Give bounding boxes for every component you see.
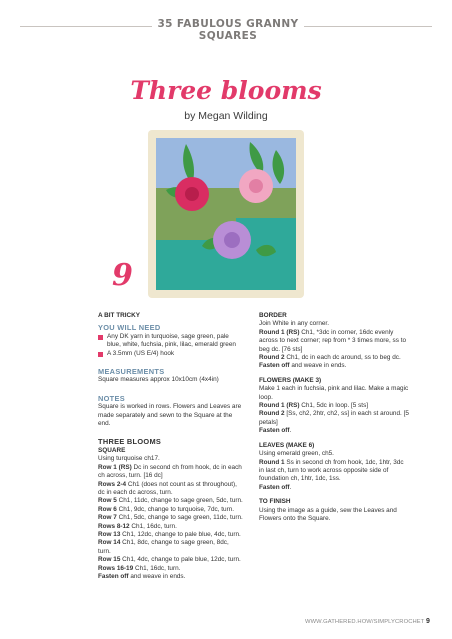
row-instruction: Row 14 Ch1, 8dc, change to sage green, 8dc, turn. [98, 539, 229, 555]
leaves-instruction: Round 1 Ss in second ch from hook, 1dc, 1htr, 3dc in last ch, turn to work across opposite side of foundation ch, 1htr, 1dc, 1ss. [259, 458, 404, 483]
granny-square-photo [146, 128, 306, 300]
section-header [0, 14, 452, 42]
square-heading: SQUARE [98, 446, 126, 454]
leaves-intro: Using emerald green, ch5. [259, 450, 334, 458]
row-instruction: Row 6 Ch1, 9dc, change to turquoise, 7dc, turn. [98, 505, 235, 513]
flowers-intro: Make 1 each in fuchsia, pink and lilac. Make a magic loop. [259, 385, 409, 401]
materials-item: Any DK yarn in turquoise, sage green, pale blue, white, fuchsia, pink, lilac, emerald green [98, 333, 243, 350]
border-heading: BORDER [259, 312, 287, 319]
flowers-heading: FLOWERS (MAKE 3) [259, 376, 322, 384]
row-instruction: Rows 8-12 Ch1, 16dc, turn. [98, 522, 177, 530]
row-instruction: Fasten off and weave in ends. [98, 572, 186, 580]
measurements-text: Square measures approx 10x10cm (4x4in) [98, 376, 219, 384]
three-blooms-heading: THREE BLOOMS [98, 437, 162, 447]
skill-level: A BIT TRICKY [98, 312, 141, 319]
leaves-instruction: Fasten off. [259, 483, 292, 491]
square-intro: Using turquoise ch17. [98, 455, 160, 463]
border-instruction: Round 2 Ch1, dc in each dc around, ss to beg dc. [259, 354, 401, 362]
flowers-instruction: Round 1 (RS) Ch1, 5dc in loop. [5 sts] [259, 402, 369, 410]
row-instruction: Row 15 Ch1, 4dc, change to pale blue, 12dc, turn. [98, 556, 241, 564]
byline: by Megan Wilding [184, 110, 268, 122]
pattern-title: Three blooms [130, 76, 322, 105]
notes-heading: NOTES [98, 393, 125, 403]
row-instruction: Rows 2-4 Ch1 (does not count as st throughout), dc in each dc across, turn. [98, 480, 237, 496]
row-instruction: Row 5 Ch1, 11dc, change to sage green, 5dc, turn. [98, 497, 243, 505]
leaves-heading: LEAVES (MAKE 6) [259, 441, 315, 449]
header-rule-right [304, 26, 432, 27]
measurements-heading: MEASUREMENTS [98, 367, 165, 377]
left-column [98, 312, 243, 581]
you-will-need-heading: YOU WILL NEED [98, 323, 161, 333]
notes-text: Square is worked in rows. Flowers and Leaves are made separately and sewn to the Square at the end. [98, 403, 242, 428]
header-rule-left [20, 26, 152, 27]
section-title: 35 FABULOUS GRANNY SQUARES [157, 18, 299, 42]
right-column [259, 312, 409, 523]
border-instruction: Round 1 (RS) Ch1, *3dc in corner, 16dc evenly across to next corner; rep from * 3 times more, ss to beg dc. [76 sts] [259, 328, 407, 353]
row-instruction: Row 1 (RS) Dc in second ch from hook, dc in each ch across, turn. [16 dc] [98, 463, 242, 480]
finish-text: Using the image as a guide, sew the Leaves and Flowers onto the Square. [259, 506, 397, 522]
materials-item: A 3.5mm (US E/4) hook [98, 350, 243, 358]
border-intro: Join White in any corner. [259, 320, 329, 328]
border-instruction: Fasten off and weave in ends. [259, 362, 347, 370]
pattern-number: 9 [112, 258, 133, 293]
page-footer [305, 618, 430, 625]
finish-heading: TO FINISH [259, 498, 291, 506]
footer-url[interactable]: WWW.GATHERED.HOW/SIMPLYCROCHET [305, 619, 425, 625]
row-instruction: Row 13 Ch1, 12dc, change to pale blue, 4dc, turn. [98, 530, 241, 538]
flowers-instruction: Round 2 [Ss, ch2, 2htr, ch2, ss] in each st around. [5 petals] [259, 410, 409, 426]
row-instruction: Rows 16-19 Ch1, 16dc, turn. [98, 564, 181, 572]
row-instruction: Row 7 Ch1, 5dc, change to sage green, 11dc, turn. [98, 514, 243, 522]
page-number: 9 [426, 618, 430, 625]
flowers-instruction: Fasten off. [259, 427, 292, 435]
